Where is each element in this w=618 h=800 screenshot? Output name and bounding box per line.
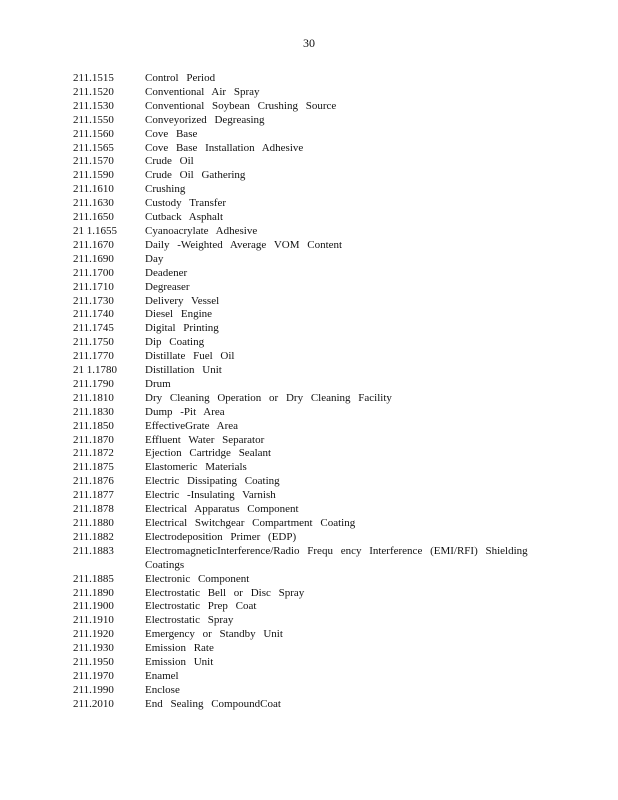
- defined-term: Electrostatic Prep Coat: [145, 600, 257, 613]
- defined-term: Emission Unit: [145, 656, 214, 669]
- section-number: 211.1878: [73, 503, 114, 516]
- defined-term: EffectiveGrate Area: [145, 419, 239, 432]
- defined-term: Enclose: [145, 683, 180, 696]
- section-number: 211.1520: [73, 85, 114, 98]
- defined-term: Distillation Unit: [145, 364, 222, 377]
- list-item: [73, 253, 553, 267]
- defined-term: Electrostatic Bell or Disc Spray: [145, 586, 305, 599]
- list-item: [73, 628, 553, 642]
- section-number: 211.1565: [73, 141, 114, 154]
- list-item: [73, 447, 553, 461]
- list-item: [73, 86, 553, 100]
- section-number: 211.1882: [73, 530, 114, 543]
- defined-term: Day: [145, 252, 164, 265]
- list-item: [73, 600, 553, 614]
- list-item: [73, 475, 553, 489]
- list-item: [73, 434, 553, 448]
- list-item: [73, 128, 553, 142]
- list-item: [73, 197, 553, 211]
- defined-term: Electrical Apparatus Component: [145, 503, 299, 516]
- list-item: [73, 142, 553, 156]
- section-number: 211.1700: [73, 266, 114, 279]
- section-number: 211.1900: [73, 600, 114, 613]
- list-item: [73, 587, 553, 601]
- defined-term: Daily -Weighted Average VOM Content: [145, 238, 343, 251]
- list-item: [73, 364, 553, 378]
- section-number: 211.1590: [73, 169, 114, 182]
- list-item: [73, 420, 553, 434]
- defined-term: Dump -Pit Area: [145, 405, 225, 418]
- defined-term: Deadener: [145, 266, 188, 279]
- defined-term: Crude Oil: [145, 155, 194, 168]
- list-item: [73, 378, 553, 392]
- defined-term: Electronic Component: [145, 572, 250, 585]
- defined-term: Drum: [145, 377, 171, 390]
- section-number: 211.1890: [73, 586, 114, 599]
- section-number: 211.1910: [73, 614, 114, 627]
- section-number: 211.1920: [73, 628, 114, 641]
- section-number: 211.1876: [73, 475, 114, 488]
- defined-term: Electrodeposition Primer (EDP): [145, 530, 297, 543]
- defined-term: Cove Base: [145, 127, 198, 140]
- section-number: 211.2010: [73, 697, 114, 710]
- list-item: [73, 169, 553, 183]
- list-item: [73, 322, 553, 336]
- list-item: [73, 656, 553, 670]
- defined-term: Crushing: [145, 183, 186, 196]
- list-item: [73, 489, 553, 503]
- list-item: [73, 336, 553, 350]
- defined-term: Emergency or Standby Unit: [145, 628, 283, 641]
- section-number: 211.1710: [73, 280, 114, 293]
- section-number: 211.1730: [73, 294, 114, 307]
- section-number: 211.1990: [73, 683, 114, 696]
- section-number: 211.1745: [73, 322, 114, 335]
- section-number: 21 1.1780: [73, 364, 117, 377]
- defined-term: Distillate Fuel Oil: [145, 350, 235, 363]
- list-item: [73, 461, 553, 475]
- list-item: [73, 114, 553, 128]
- section-number: 211.1850: [73, 419, 114, 432]
- list-item: [73, 642, 553, 656]
- list-item: [73, 517, 553, 531]
- list-item: [73, 239, 553, 253]
- list-item: [73, 545, 553, 573]
- defined-term: Elastomeric Materials: [145, 461, 247, 474]
- section-number: 211.1770: [73, 350, 114, 363]
- defined-term: End Sealing CompoundCoat: [145, 697, 281, 710]
- defined-term: Electrostatic Spray: [145, 614, 234, 627]
- section-number: 211.1530: [73, 99, 114, 112]
- defined-term: Conventional Air Spray: [145, 85, 260, 98]
- list-item: [73, 211, 553, 225]
- section-number: 211.1790: [73, 377, 114, 390]
- list-item: [73, 392, 553, 406]
- list-item: [73, 281, 553, 295]
- defined-term: Diesel Engine: [145, 308, 213, 321]
- list-item: [73, 225, 553, 239]
- section-number: 211.1650: [73, 211, 114, 224]
- list-item: [73, 183, 553, 197]
- defined-term: Electrical Switchgear Compartment Coating: [145, 517, 356, 529]
- definitions-list: [73, 72, 553, 712]
- section-number: 211.1670: [73, 238, 114, 251]
- page-number: 30: [303, 36, 315, 50]
- list-item: [73, 531, 553, 545]
- defined-term: Conventional Soybean Crushing Source: [145, 99, 337, 112]
- section-number: 211.1750: [73, 336, 114, 349]
- defined-term: Control Period: [145, 72, 216, 84]
- section-number: 211.1570: [73, 155, 114, 168]
- list-item: [73, 670, 553, 684]
- defined-term: Emission Rate: [145, 642, 214, 655]
- list-item: [73, 350, 553, 364]
- section-number: 211.1560: [73, 127, 114, 140]
- defined-term: Delivery Vessel: [145, 294, 220, 307]
- section-number: 211.1930: [73, 642, 114, 655]
- section-number: 211.1515: [73, 72, 114, 84]
- section-number: 211.1830: [73, 405, 114, 418]
- defined-term: Dip Coating: [145, 336, 205, 349]
- list-item: [73, 406, 553, 420]
- section-number: 211.1885: [73, 572, 114, 585]
- defined-term: ElectromagneticInterference/Radio Frequ ency Interference (EMI/RFI) Shielding Coatings: [145, 544, 528, 571]
- defined-term: Electric Dissipating Coating: [145, 475, 280, 488]
- list-item: [73, 267, 553, 281]
- defined-term: Custody Transfer: [145, 197, 227, 210]
- defined-term: Enamel: [145, 669, 179, 682]
- defined-term: Degreaser: [145, 280, 190, 293]
- defined-term: Ejection Cartridge Sealant: [145, 447, 272, 460]
- section-number: 211.1872: [73, 447, 114, 460]
- section-number: 21 1.1655: [73, 224, 117, 237]
- section-number: 211.1690: [73, 252, 114, 265]
- section-number: 211.1875: [73, 461, 114, 474]
- section-number: 211.1740: [73, 308, 114, 321]
- list-item: [73, 698, 553, 712]
- section-number: 211.1877: [73, 489, 114, 502]
- list-item: [73, 308, 553, 322]
- section-number: 211.1630: [73, 197, 114, 210]
- defined-term: Dry Cleaning Operation or Dry Cleaning Facility: [145, 391, 392, 404]
- section-number: 211.1883: [73, 544, 114, 557]
- list-item: [73, 684, 553, 698]
- defined-term: Cyanoacrylate Adhesive: [145, 224, 258, 237]
- list-item: [73, 155, 553, 169]
- section-number: 211.1550: [73, 113, 114, 126]
- list-item: [73, 573, 553, 587]
- list-item: [73, 503, 553, 517]
- defined-term: Cove Base Installation Adhesive: [145, 141, 304, 154]
- defined-term: Conveyorized Degreasing: [145, 113, 265, 126]
- list-item: [73, 100, 553, 114]
- section-number: 211.1970: [73, 669, 114, 682]
- defined-term: Cutback Asphalt: [145, 211, 224, 224]
- list-item: [73, 614, 553, 628]
- defined-term: Effluent Water Separator: [145, 433, 265, 446]
- list-item: [73, 295, 553, 309]
- section-number: 211.1870: [73, 433, 114, 446]
- defined-term: Crude Oil Gathering: [145, 169, 246, 182]
- section-number: 211.1610: [73, 183, 114, 196]
- defined-term: Electric -Insulating Varnish: [145, 489, 276, 502]
- defined-term: Digital Printing: [145, 322, 219, 335]
- list-item: [73, 72, 553, 86]
- section-number: 211.1880: [73, 517, 114, 529]
- section-number: 211.1950: [73, 656, 114, 669]
- section-number: 211.1810: [73, 391, 114, 404]
